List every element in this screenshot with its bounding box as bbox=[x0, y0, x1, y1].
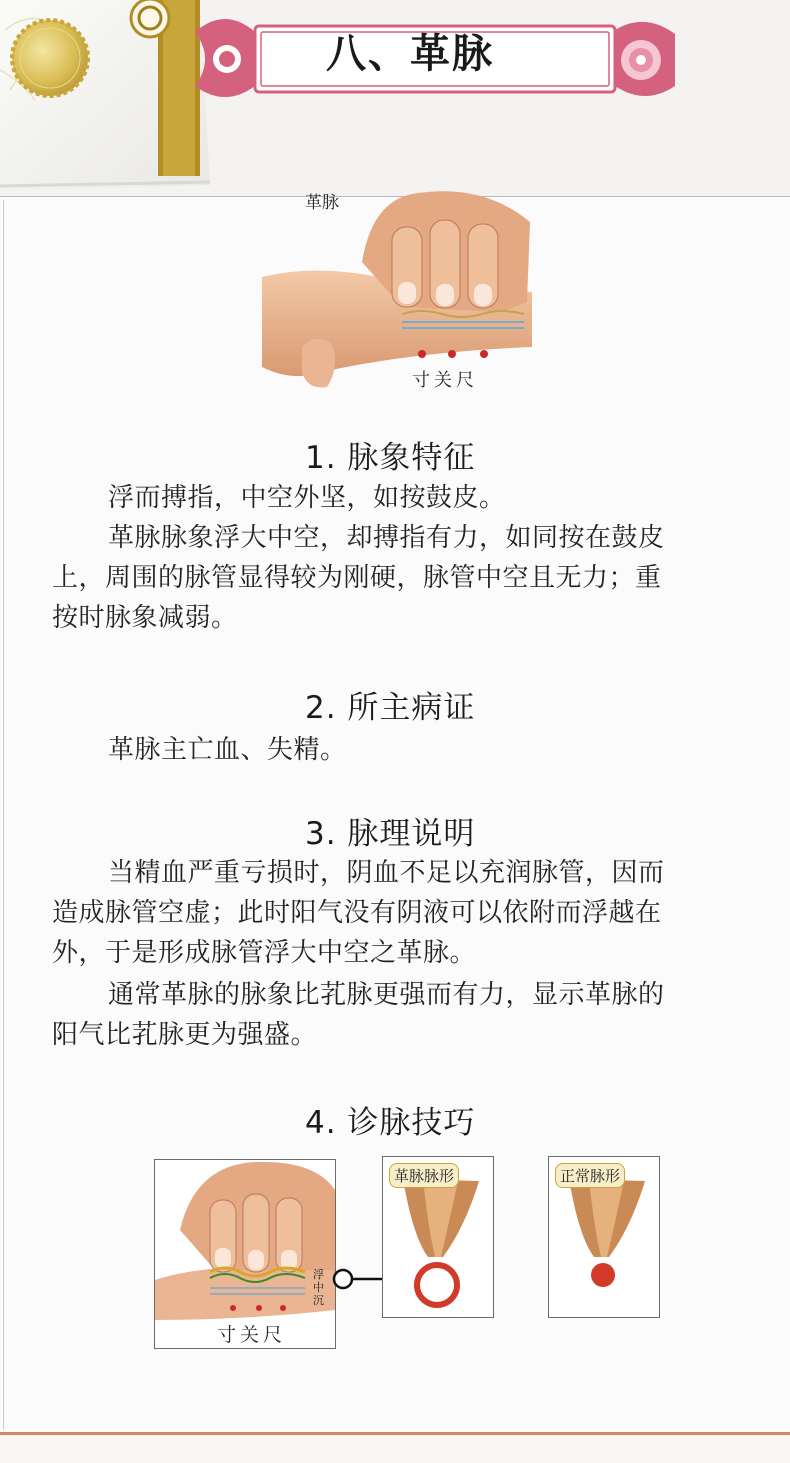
section-heading-2: 2. 所主病证 bbox=[305, 690, 476, 726]
section-heading-1: 1. 脉象特征 bbox=[305, 440, 476, 476]
ge-pulse-shape-label: 革脉脉形 bbox=[394, 1167, 455, 1185]
normal-pulse-shape-tag bbox=[555, 1163, 625, 1188]
text-line: 阳气比芤脉更为强盛。 bbox=[52, 1020, 318, 1050]
depth-label-middle: 中 bbox=[313, 1281, 324, 1294]
section-3-paragraph-1 bbox=[52, 853, 762, 973]
hero-figure-label: 革脉 bbox=[305, 193, 339, 213]
depth-labels bbox=[313, 1268, 327, 1307]
text-line: 按时脉象减弱。 bbox=[52, 603, 238, 633]
text-line: 造成脉管空虚；此时阳气没有阴液可以依附而浮越在 bbox=[52, 898, 662, 928]
hero-position-labels: 寸关尺 bbox=[412, 370, 478, 391]
text-line: 通常革脉的脉象比芤脉更强而有力，显示革脉的 bbox=[108, 980, 665, 1010]
text-line: 浮而搏指，中空外坚，如按鼓皮。 bbox=[108, 483, 506, 513]
text-line: 上，周围的脉管显得较为刚硬，脉管中空且无力；重 bbox=[52, 563, 662, 593]
section-heading-3: 3. 脉理说明 bbox=[305, 816, 476, 852]
bottom-margin bbox=[0, 1435, 790, 1463]
text-line: 革脉主亡血、失精。 bbox=[108, 735, 347, 765]
text-line: 外，于是形成脉管浮大中空之革脉。 bbox=[52, 938, 477, 968]
depth-label-deep: 沉 bbox=[313, 1294, 324, 1307]
page-title: 八、革脉 bbox=[326, 31, 494, 77]
section-2-paragraph-1 bbox=[52, 730, 762, 770]
section-heading-4: 4. 诊脉技巧 bbox=[305, 1105, 476, 1141]
technique-position-labels: 寸关尺 bbox=[217, 1324, 287, 1346]
page-border bbox=[3, 200, 4, 1430]
text-line: 当精血严重亏损时，阴血不足以充润脉管，因而 bbox=[108, 858, 665, 888]
normal-pulse-shape-figure bbox=[548, 1156, 660, 1318]
section-1-paragraph-2 bbox=[52, 518, 762, 638]
pulse-hand-illustration bbox=[262, 182, 538, 392]
normal-pulse-shape-label: 正常脉形 bbox=[560, 1167, 621, 1185]
section-3-paragraph-2 bbox=[52, 975, 762, 1055]
depth-label-float: 浮 bbox=[313, 1268, 324, 1281]
section-1-paragraph-1 bbox=[52, 478, 762, 518]
technique-hand-figure bbox=[154, 1159, 336, 1349]
zoom-connector-icon bbox=[330, 1266, 386, 1292]
bookmark-seal-icon bbox=[0, 0, 215, 190]
text-line: 革脉脉象浮大中空，却搏指有力，如同按在鼓皮 bbox=[108, 523, 665, 553]
ge-pulse-shape-tag bbox=[389, 1163, 459, 1188]
ge-pulse-shape-figure bbox=[382, 1156, 494, 1318]
